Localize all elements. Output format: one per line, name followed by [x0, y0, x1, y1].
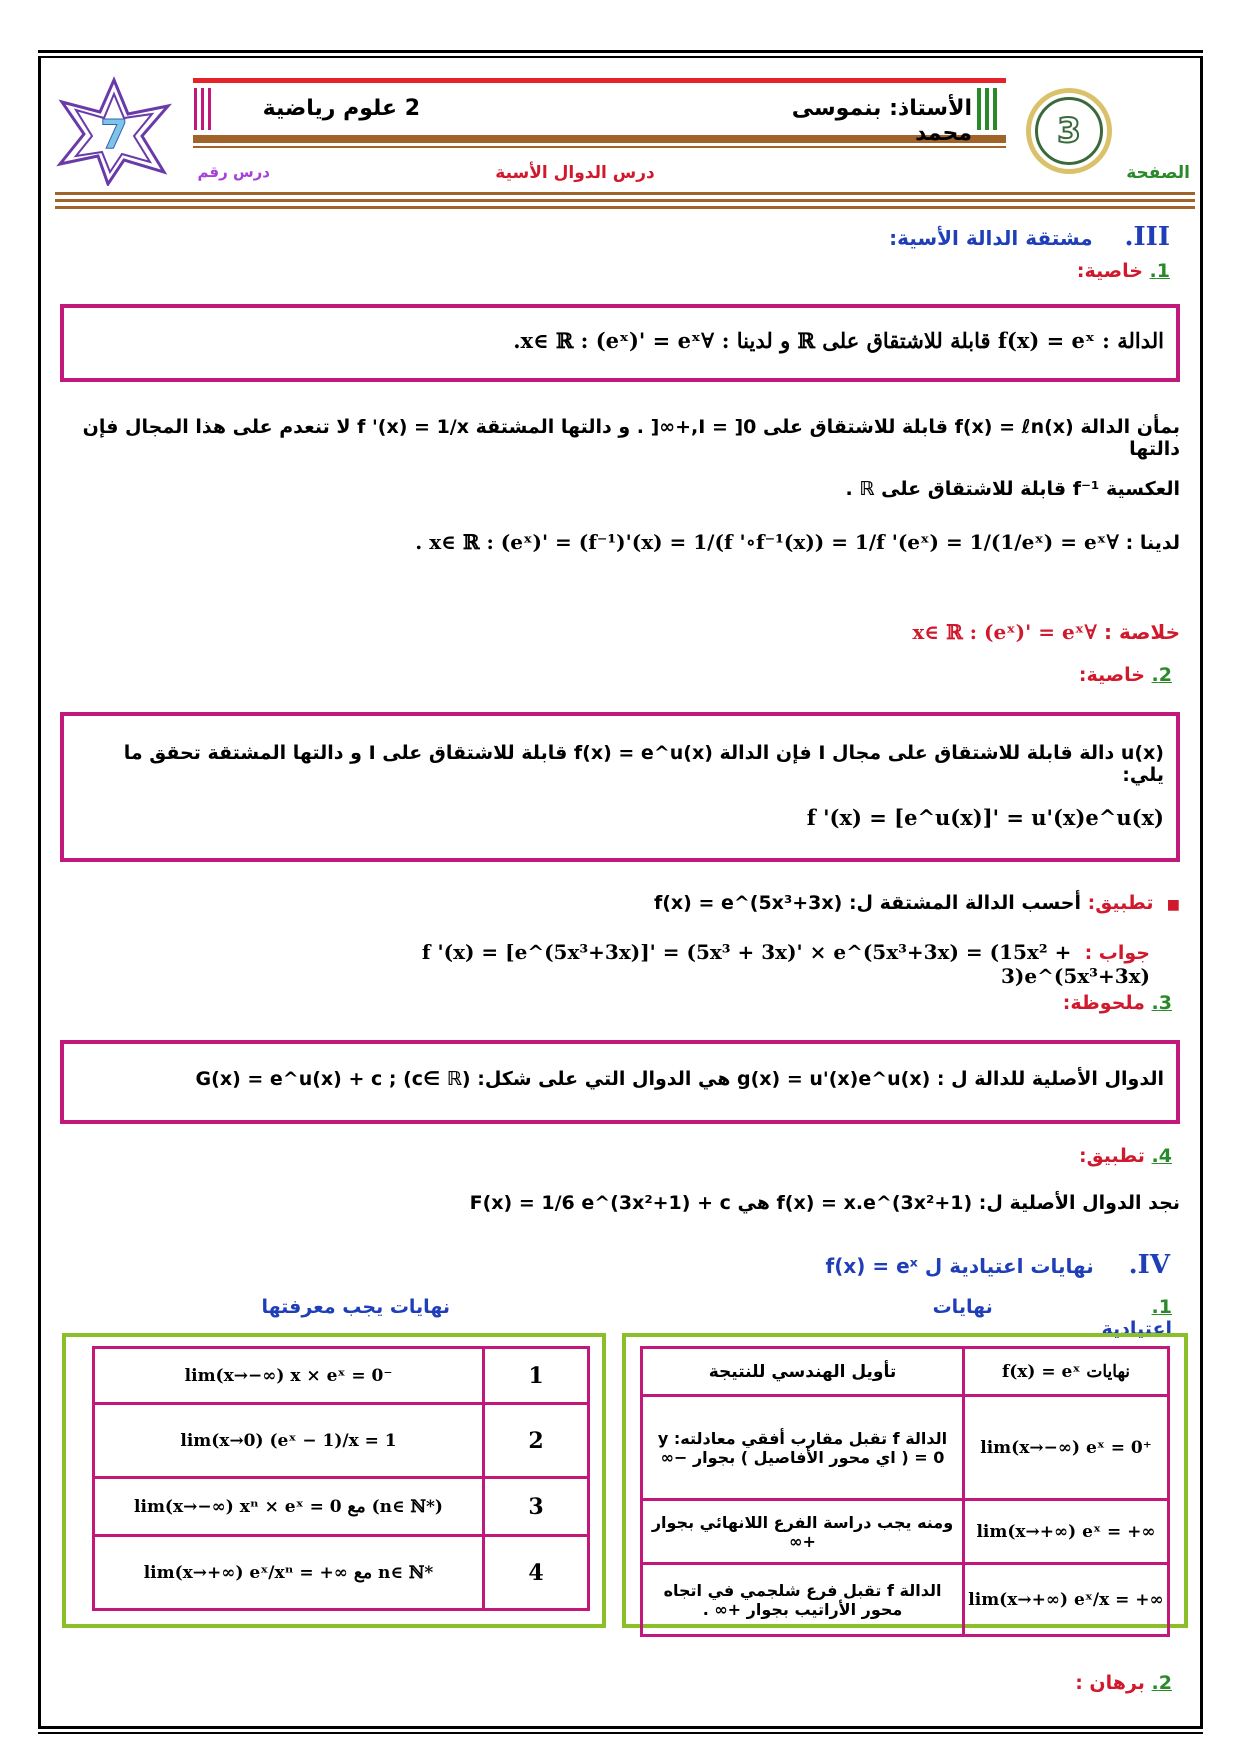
meaning-row-1: الدالة f تقبل مقارب أفقي معادلته: y = 0 ( اي محور الأفاصيل ) بجوار −∞ [642, 1396, 964, 1500]
section-3-heading: III. مشتقة الدالة الأسية: [889, 222, 1170, 252]
star-logo-icon [52, 76, 176, 186]
header-underline-3 [55, 206, 1195, 209]
lesson-title: درس الدوال الأسية [495, 163, 655, 183]
known-limit-num-4: 4 [484, 1536, 589, 1610]
known-limits-title: نهايات يجب معرفتها [261, 1296, 450, 1318]
note-heading: 3. ملحوظة: [1062, 992, 1172, 1014]
proof-line-3: لدينا : ∀x∈ ℝ : (eˣ)' = (f⁻¹)'(x) = 1/(f '∘f⁻¹(x)) = 1/f '(eˣ) = 1/(1/eˣ) = eˣ . [415, 530, 1180, 554]
prop-2-box [60, 712, 1180, 862]
prop-1-heading: 1. خاصية: [1076, 260, 1170, 282]
proof-heading: 2. برهان : [1075, 1672, 1172, 1694]
stripe-left-1 [194, 88, 197, 130]
limit-row-1: lim(x→−∞) eˣ = 0⁺ [964, 1396, 1169, 1500]
header-underline-1 [55, 192, 1195, 195]
application-1: ■ تطبيق: أحسب الدالة المشتقة ل: f(x) = e^(5x³+3x) [653, 892, 1180, 914]
header-underline-2 [55, 199, 1195, 202]
teacher-name: الأستاذ: بنموسى محمد [791, 96, 972, 146]
application-2-text: نجد الدوال الأصلية ل: f(x) = x.e^(3x²+1) هي F(x) = 1/6 e^(3x²+1) + c [469, 1192, 1180, 1214]
prop-1-text: الدالة : f(x) = eˣ قابلة للاشتقاق على ℝ و لدينا : ∀x∈ ℝ : (eˣ)' = eˣ. [513, 328, 1164, 353]
page-border-top [38, 50, 1203, 53]
usual-limits-heading: 1. نهايات اعتيادية [932, 1296, 1172, 1340]
stripe-right-3 [993, 88, 997, 130]
answer-1: جواب : f '(x) = [e^(5x³+3x)]' = (5x³ + 3x)' × e^(5x³+3x) = (15x² + 3)e^(5x³+3x) [421, 940, 1150, 988]
prop-2-line-1: u(x) دالة قابلة للاشتقاق على مجال I فإن الدالة f(x) = e^u(x) قابلة للاشتقاق على I و دالتها المشتقة تحقق ما يلي: [123, 742, 1164, 786]
section-4-heading: IV. نهايات اعتيادية ل f(x) = eˣ [825, 1250, 1170, 1280]
conclusion: خلاصة : ∀x∈ ℝ : (eˣ)' = eˣ [912, 620, 1180, 644]
known-limit-3: lim(x→−∞) xⁿ × eˣ = 0 مع (n∈ ℕ*) [94, 1478, 484, 1536]
known-limit-4: lim(x→+∞) eˣ/xⁿ = +∞ مع n∈ ℕ* [94, 1536, 484, 1610]
stripe-right-2 [985, 88, 989, 130]
svg-text:7: 7 [100, 112, 128, 158]
page-border-bottom [38, 1726, 1203, 1729]
page-border-left [38, 58, 41, 1726]
known-limit-2: lim(x→0) (eˣ − 1)/x = 1 [94, 1404, 484, 1478]
stripe-right-1 [977, 88, 981, 130]
proof-line-2: العكسية f⁻¹ قابلة للاشتقاق على ℝ . [845, 478, 1180, 500]
limits-header: نهايات f(x) = eˣ [964, 1348, 1169, 1396]
header-bar-red [193, 78, 1006, 83]
page-border-bottom-inner [38, 1732, 1203, 1734]
header-bar-brown-thin [193, 146, 1006, 148]
note-text: الدوال الأصلية للدالة ل : g(x) = u'(x)e^u(x) هي الدوال التي على شكل: G(x) = e^u(x) + c ; (c∈ ℝ) [195, 1068, 1164, 1090]
stripe-left-2 [201, 88, 204, 130]
page-border-right [1200, 58, 1203, 1726]
usual-limits-table [640, 1346, 1170, 1637]
meaning-header: تأويل الهندسي للنتيجة [642, 1348, 964, 1396]
known-limit-num-2: 2 [484, 1404, 589, 1478]
prop-2-line-2: f '(x) = [e^u(x)]' = u'(x)e^u(x) [806, 805, 1164, 830]
prop-2-heading: 2. خاصية: [1078, 664, 1172, 686]
page-number-circle [1026, 88, 1112, 174]
known-limit-1: lim(x→−∞) x × eˣ = 0⁻ [94, 1348, 484, 1404]
stripe-left-3 [208, 88, 211, 130]
limit-row-3: lim(x→+∞) eˣ/x = +∞ [964, 1564, 1169, 1636]
limit-row-2: lim(x→+∞) eˣ = +∞ [964, 1500, 1169, 1564]
page-number: 3 [1035, 97, 1103, 165]
page-label: الصفحة [1126, 163, 1190, 183]
meaning-row-3: الدالة f تقبل فرع شلجمي في اتجاه محور الأراتيب بجوار +∞ . [642, 1564, 964, 1636]
application-2-heading: 4. تطبيق: [1079, 1145, 1172, 1167]
known-limit-num-1: 1 [484, 1348, 589, 1404]
meaning-row-2: ومنه يجب دراسة الفرع اللانهائي بجوار +∞ [642, 1500, 964, 1564]
proof-line-1: بمأن الدالة f(x) = ℓn(x) قابلة للاشتقاق على I = ]0,+∞[ . و دالتها المشتقة f '(x) = 1/x لا تنعدم على هذا المجال فإن دالتها [82, 416, 1180, 460]
known-limits-table [92, 1346, 590, 1611]
known-limit-num-3: 3 [484, 1478, 589, 1536]
page-border-top-inner [38, 56, 1203, 58]
lesson-number-label: درس رقم [197, 163, 270, 181]
class-title: 2 علوم رياضية [262, 96, 420, 121]
